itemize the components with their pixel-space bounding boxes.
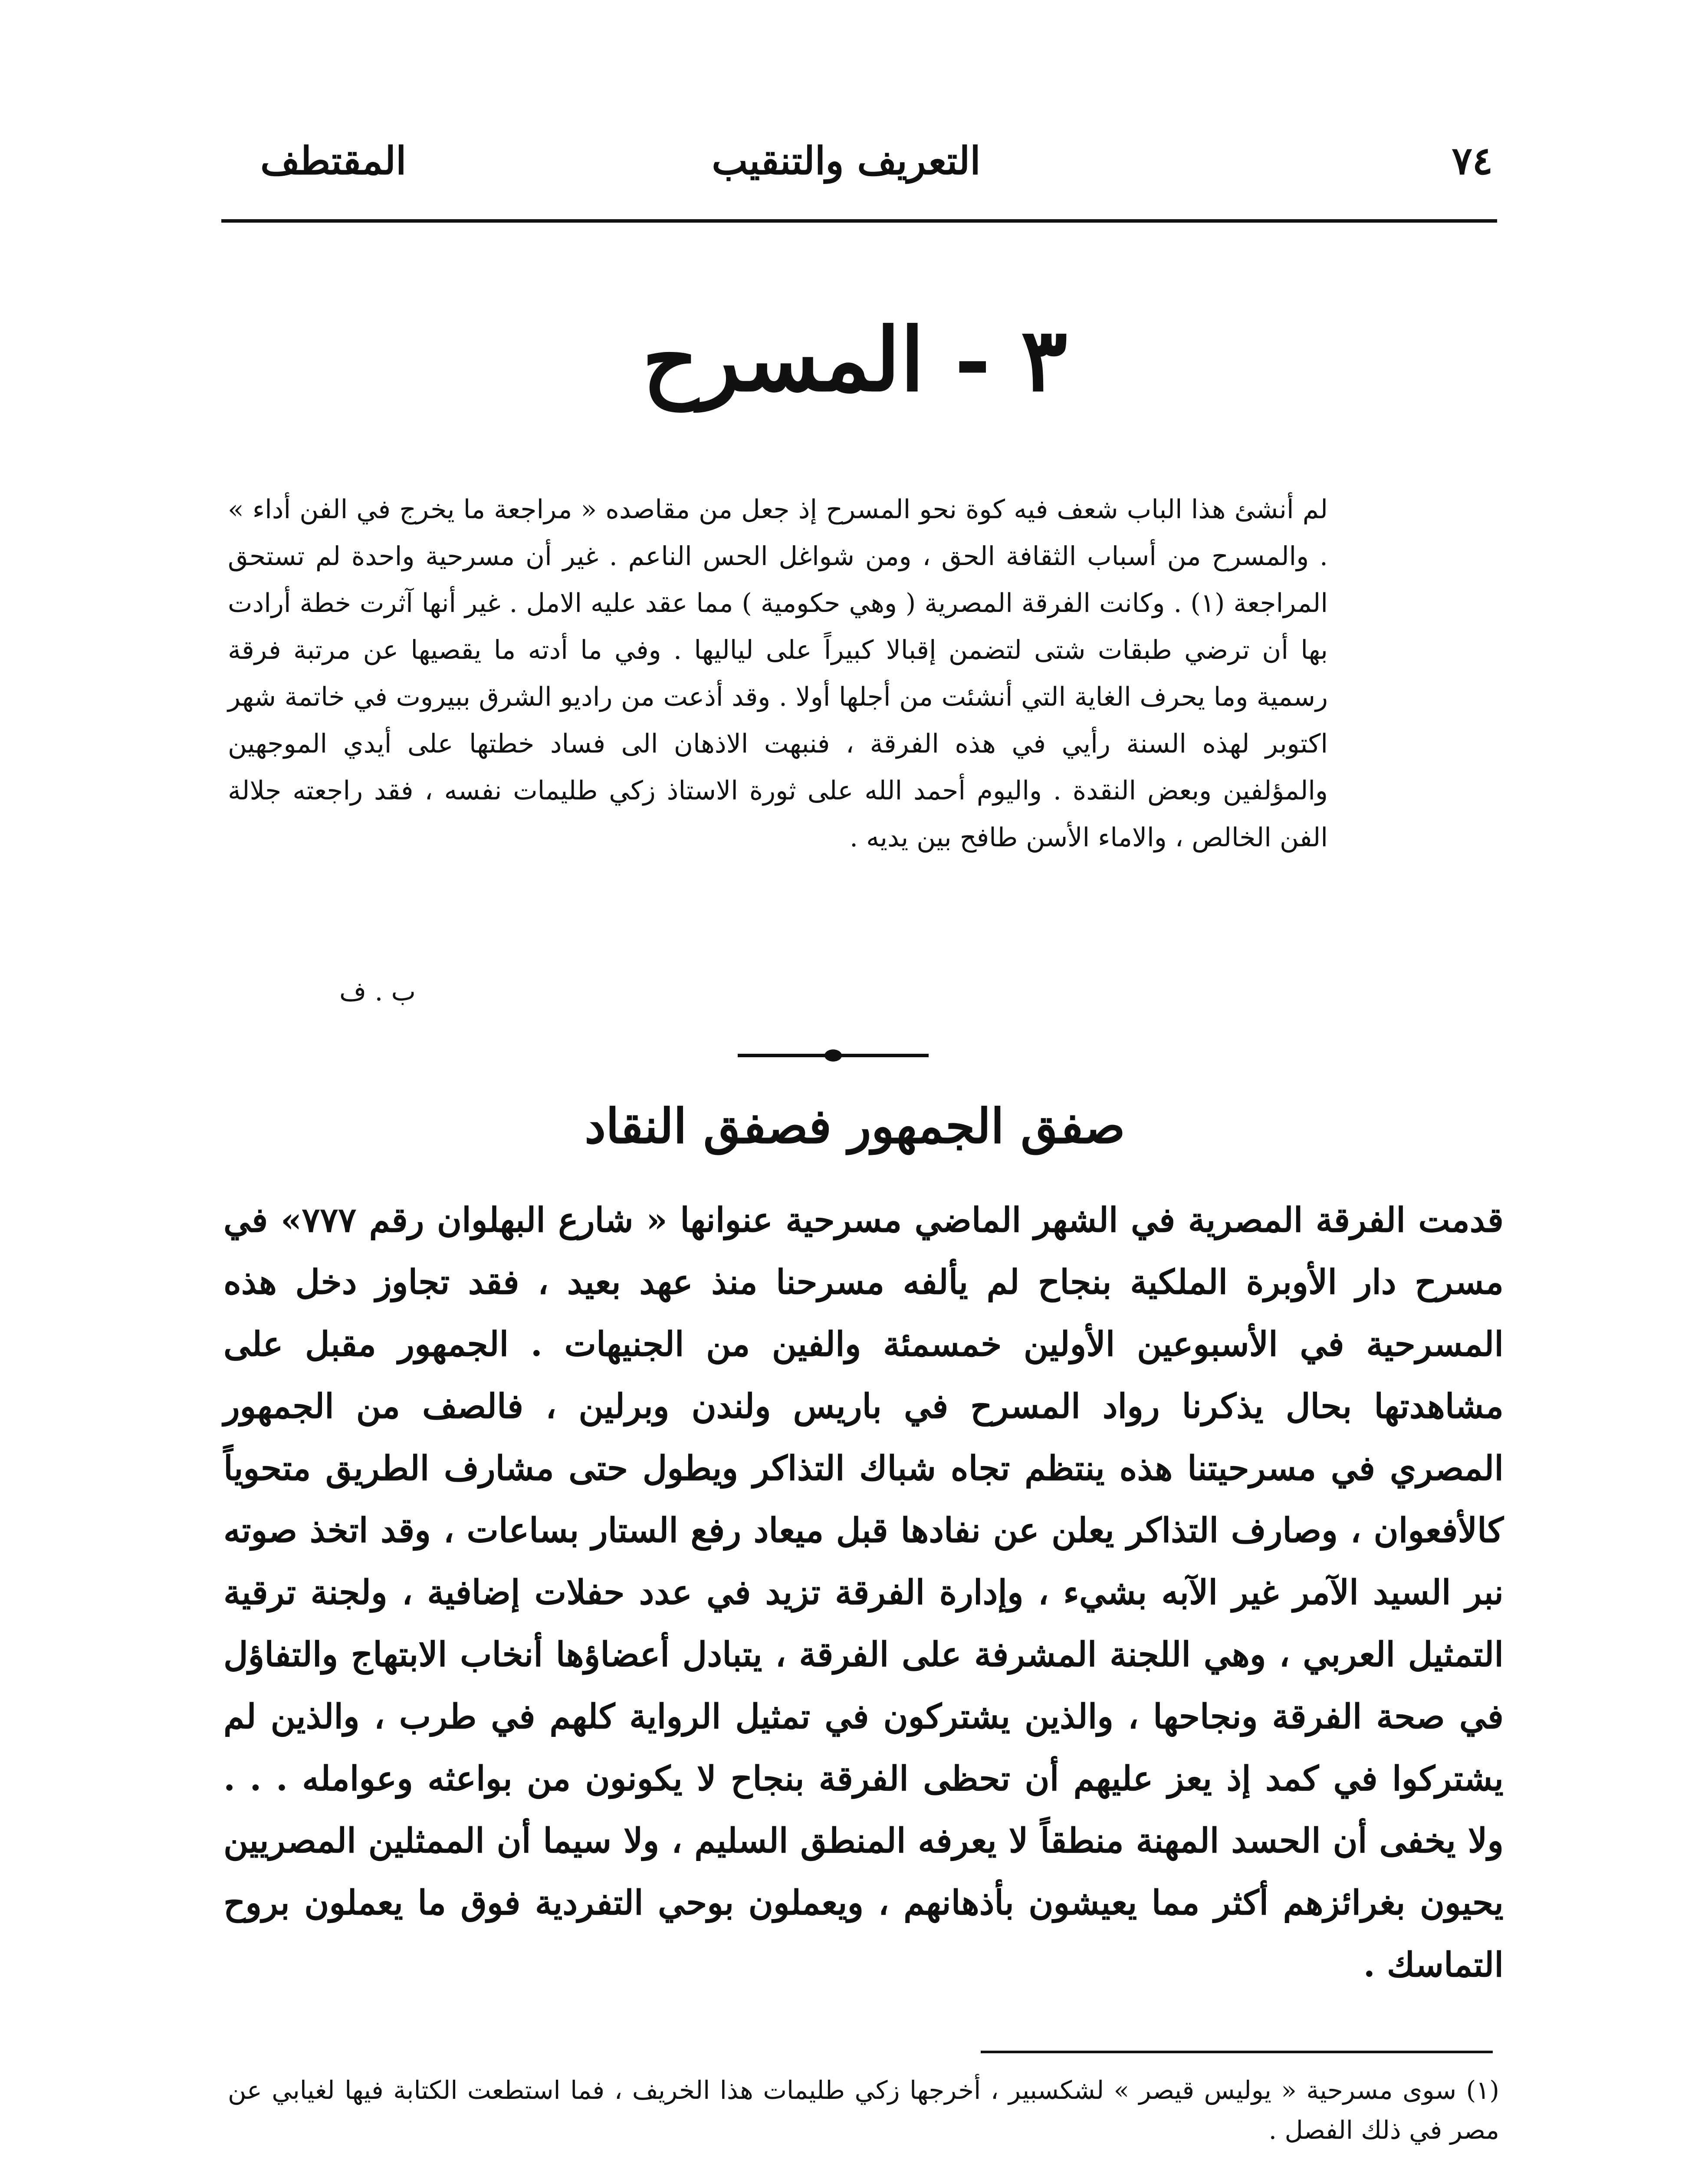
magazine-name: المقتطف [260, 138, 407, 183]
body-paragraph: قدمت الفرقة المصرية في الشهر الماضي مسرحية عنوانها « شارع البهلوان رقم ٧٧٧» في مسرح دار الأوبرة الملكية بنجاح لم يألفه مسرحنا منذ عهد بعيد ، فقد تجاوز دخل هذه المسرحية في الأسبوعين الأولين خمسمئة والفين من الجنيهات . الجمهور مقبل على مشاهدتها بحال يذكرنا رواد المسرح في باريس ولندن وبرلين ، فالصف من الجمهور المصري في مسرحيتنا هذه ينتظم تجاه شباك التذاكر ويطول حتى مشارف الطريق متحوياً كالأفعوان ، وصارف التذاكر يعلن عن نفادها قبل ميعاد رفع الستار بساعات ، وقد اتخذ صوته نبر السيد الآمر غير الآبه بشيء ، وإدارة الفرقة تزيد في عدد حفلات إضافية ، ولجنة ترقية التمثيل العربي ، وهي اللجنة المشرفة على الفرقة ، يتبادل أعضاؤها أنخاب الابتهاج والتفاؤل في صحة الفرقة ونجاحها ، والذين يشتركون في تمثيل الرواية كلهم في طرب ، والذين لم يشتركوا في كمد إذ يعز عليهم أن تحظى الفرقة بنجاح لا يكونون من بواعثه وعوامله . . . ولا يخفى أن الحسد المهنة منطقاً لا يعرفه المنطق السليم ، ولا سيما أن الممثلين المصريين يحيون بغرائزهم أكثر مما يعيشون بأذهانهم ، ويعملون بوحي التفردية فوق ما يعملون بروح التماسك . [223, 1200, 1504, 1985]
section-divider-ornament [824, 1049, 842, 1062]
header-rule [221, 219, 1497, 223]
footnote-rule [981, 2051, 1493, 2053]
footnote: (١) سوى مسرحية « يوليس قيصر » لشكسبير ، أخرجها زكي طليمات هذا الخريف ، فما استطعت الكتابة فيها لغيابي عن مصر في ذلك الفصل . [228, 2075, 1499, 2145]
intro-paragraph: لم أنشئ هذا الباب شعف فيه كوة نحو المسرح إذ جعل من مقاصده « مراجعة ما يخرج في الفن أداء » . والمسرح من أسباب الثقافة الحق ، ومن شواغل الحس الناعم . غير أن مسرحية واحدة لم تستحق المراجعة (١) . وكانت الفرقة المصرية ( وهي حكومية ) مما عقد عليه الامل . غير أنها آثرت خطة أرادت بها أن ترضي طبقات شتى لتضمن إقبالا كبيراً على لياليها . وفي ما أدته ما يقصيها عن مرتبة فرقة رسمية وما يحرف الغاية التي أنشئت من أجلها أولا . وقد أذعت من راديو الشرق ببيروت في خاتمة شهر اكتوبر لهذه السنة رأيي في هذه الفرقة ، فنبهت الاذهان الى فساد خطتها على أيدي الموجهين والمؤلفين وبعض النقدة . واليوم أحمد الله على ثورة الاستاذ زكي طليمات نفسه ، فقد راجعته جلالة الفن الخالص ، والاماء الأسن طافح بين يديه . [228, 494, 1328, 853]
page-number: ٧٤ [1452, 138, 1493, 183]
running-title: التعريف والتنقيب [712, 138, 981, 183]
section-heading: صفق الجمهور فصفق النقاد [585, 1098, 1125, 1154]
chapter-heading: ٣ - المسرح [642, 309, 1068, 411]
intro-signature: ب . ف [339, 976, 416, 1007]
